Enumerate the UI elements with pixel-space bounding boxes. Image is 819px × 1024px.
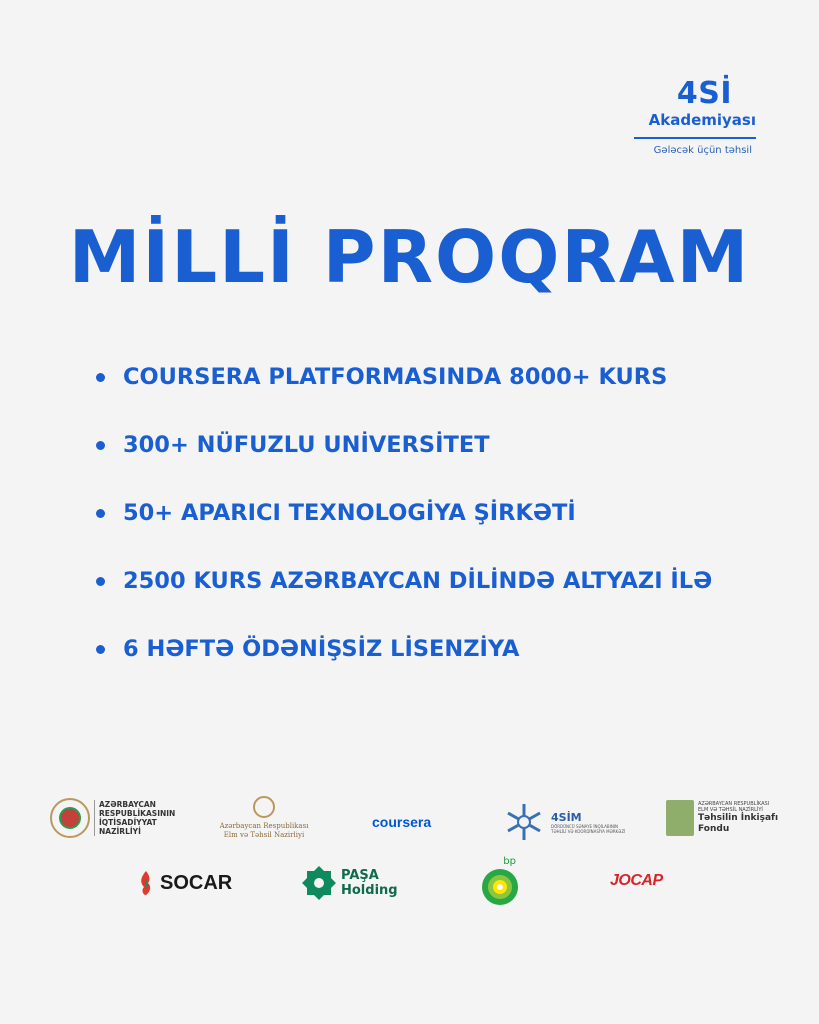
education-line: Azərbaycan Respublikası — [219, 822, 309, 830]
feature-item — [96, 362, 712, 430]
fund-line: ELM VƏ TƏHSİL NAZİRLİYİ — [698, 807, 763, 813]
feature-text: COURSERA PLATFORMASINDA 8000+ KURS — [123, 364, 668, 390]
logo-4sim — [502, 800, 625, 844]
socar-text: SOCAR — [160, 871, 233, 894]
pasha-star-icon — [302, 866, 336, 900]
feature-text: 6 HƏFTƏ ÖDƏNİŞSİZ LİSENZİYA — [123, 636, 520, 662]
logo-pasha — [302, 866, 398, 900]
feature-item — [96, 566, 712, 634]
bp-text: bp — [503, 856, 516, 867]
fund-line: AZƏRBAYCAN RESPUBLİKASI — [698, 801, 770, 807]
feature-item — [96, 634, 712, 702]
pasha-line: PAŞA — [341, 868, 379, 883]
feature-item — [96, 430, 712, 498]
logo-education-ministry — [212, 796, 316, 840]
economy-line: RESPUBLİKASININ — [99, 809, 176, 818]
sim-name: 4SİM — [551, 810, 582, 824]
bullet-icon — [96, 509, 105, 518]
brand-logo — [634, 78, 756, 157]
feature-list — [96, 362, 712, 702]
state-emblem-icon — [50, 798, 90, 838]
logo-socar — [138, 870, 232, 896]
fund-line: Təhsilin İnkişafı — [698, 813, 779, 823]
flame-icon — [138, 870, 154, 896]
sim-line: TƏHLİLİ VƏ KOORDİNASİYA MƏRKƏZİ — [551, 828, 626, 834]
logo-bp — [478, 856, 522, 911]
snowflake-icon — [502, 800, 546, 844]
brand-tagline: Gələcək üçün təhsil — [653, 144, 752, 156]
logo-jocap: JOCAP — [610, 872, 663, 889]
brand-name: Akademiyası — [648, 111, 756, 129]
economy-line: İQTİSADİYYAT — [99, 818, 157, 827]
bullet-icon — [96, 645, 105, 654]
sim-line: DÖRDÜNCÜ SƏNAYE İNQİLABININ — [551, 823, 618, 829]
feature-item — [96, 498, 712, 566]
bullet-icon — [96, 373, 105, 382]
feature-text: 300+ NÜFUZLU UNİVERSİTET — [123, 432, 490, 458]
feature-text: 2500 KURS AZƏRBAYCAN DİLİNDƏ ALTYAZI İLƏ — [123, 568, 713, 594]
brand-divider — [634, 137, 756, 139]
brand-number: 4Sİ — [676, 76, 732, 111]
bullet-icon — [96, 577, 105, 586]
emblem-icon — [253, 796, 275, 818]
fund-line: Fondu — [698, 824, 730, 834]
education-line: Elm və Təhsil Nazirliyi — [223, 831, 305, 839]
economy-line: AZƏRBAYCAN — [99, 800, 156, 809]
bullet-icon — [96, 441, 105, 450]
economy-line: NAZİRLİYİ — [99, 827, 141, 836]
logo-economy-ministry — [50, 798, 175, 838]
pasha-line: Holding — [341, 883, 398, 898]
helios-icon — [480, 867, 520, 907]
logo-coursera: coursera — [372, 814, 432, 830]
page-title: MİLLİ PROQRAM — [68, 215, 751, 299]
fund-mark-icon — [666, 800, 694, 836]
logo-education-fund — [666, 800, 778, 836]
feature-text: 50+ APARICI TEXNOLOGİYA ŞİRKƏTİ — [123, 500, 576, 526]
